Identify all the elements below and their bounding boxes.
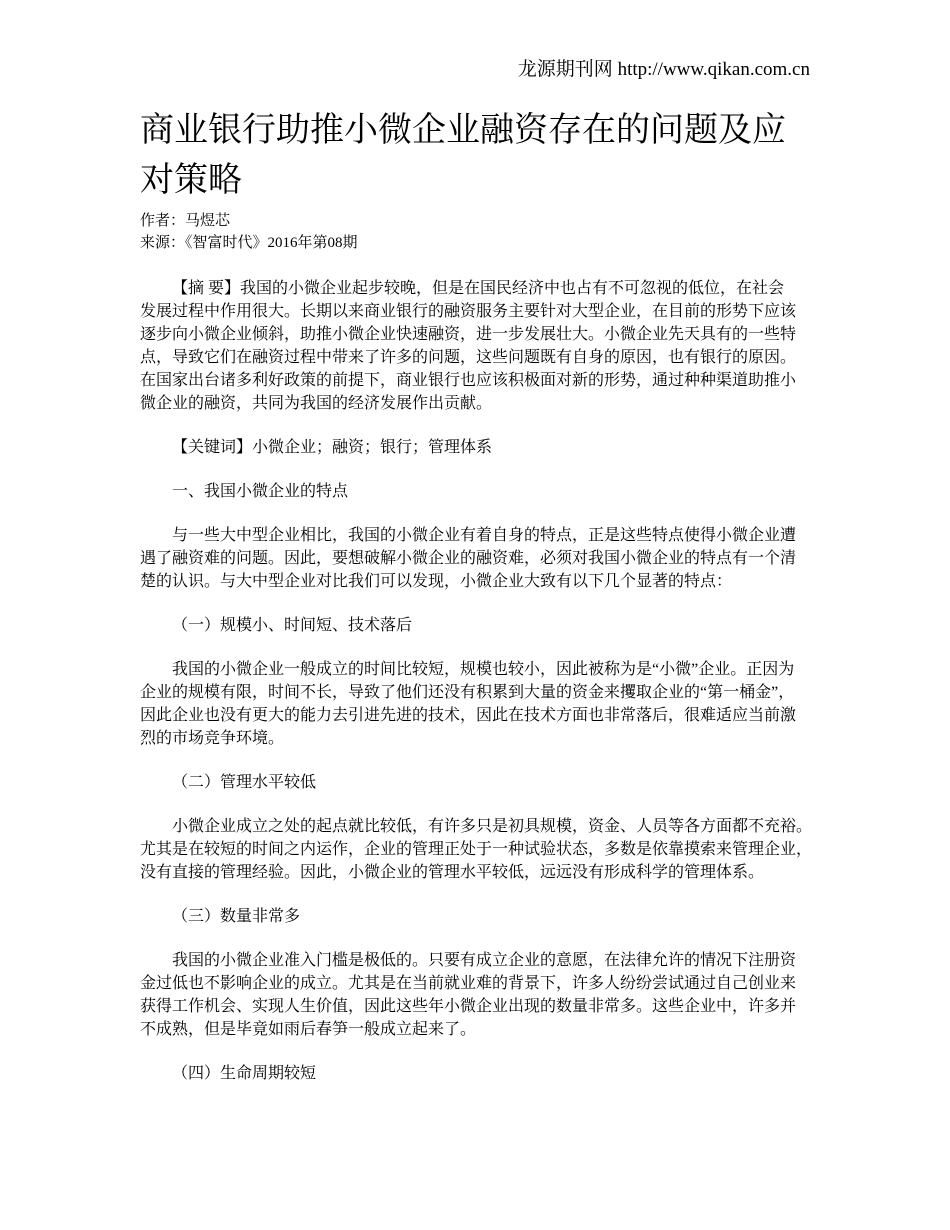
title-line: 商业银行助推小微企业融资存在的问题及应 [140, 112, 786, 149]
section-heading [140, 905, 830, 928]
text-line: 微企业的融资，共同为我国的经济发展作出贡献。 [140, 395, 493, 412]
text-line: 遇了融资难的问题。因此，要想破解小微企业的融资难，必须对我国小微企业的特点有一个清 [140, 550, 797, 567]
text-line: 企业的规模有限，时间不长，导致了他们还没有积累到大量的资金来攫取企业的“第一桶金”， [140, 684, 795, 701]
text-line: 不成熟，但是毕竟如雨后春笋一般成立起来了。 [140, 1021, 477, 1038]
text-line: 我国的小微企业一般成立的时间比较短，规模也较小，因此被称为是“小微”企业。正因为 [172, 661, 795, 678]
text-line: 烈的市场竞争环境。 [140, 730, 285, 747]
title-line: 对策略 [140, 162, 242, 199]
site-header [518, 54, 810, 81]
text-line: 与一些大中型企业相比，我国的小微企业有着自身的特点，正是这些特点使得小微企业遭 [172, 527, 797, 544]
section-heading [140, 1062, 830, 1085]
paragraph [140, 658, 830, 750]
paragraph [140, 277, 830, 415]
text-line: 小微企业成立之处的起点就比较低，有许多只是初具规模，资金、人员等各方面都不充裕。 [172, 818, 813, 835]
site-url[interactable]: http://www.qikan.com.cn [617, 59, 810, 80]
article-title [140, 106, 830, 206]
text-line: 一、我国小微企业的特点 [172, 483, 349, 500]
text-line: （二）管理水平较低 [172, 774, 317, 791]
text-line: （一）规模小、时间短、技术落后 [172, 617, 413, 634]
text-line: （四）生命周期较短 [172, 1065, 317, 1082]
text-line: 金过低也不影响企业的成立。尤其是在当前就业难的背景下，许多人纷纷尝试通过自己创业来 [140, 975, 797, 992]
text-line: 没有直接的管理经验。因此，小微企业的管理水平较低，远远没有形成科学的管理体系。 [140, 864, 765, 881]
text-line: 尤其是在较短的时间之内运作，企业的管理正处于一种试验状态，多数是依靠摸索来管理企业， [140, 841, 813, 858]
article-body [140, 277, 830, 1085]
article [140, 106, 830, 1085]
article-author: 作者：马煜芯 [140, 213, 231, 229]
section-heading [140, 614, 830, 637]
paragraph [140, 524, 830, 593]
text-line: 在国家出台诸多利好政策的前提下，商业银行也应该积极面对新的形势，通过种种渠道助推小 [140, 372, 797, 389]
text-line: 【摘 要】我国的小微企业起步较晚，但是在国民经济中也占有不可忽视的低位，在社会 [172, 280, 785, 297]
text-line: 获得工作机会、实现人生价值，因此这些年小微企业出现的数量非常多。这些企业中，许多并 [140, 998, 797, 1015]
text-line: 楚的认识。与大中型企业对比我们可以发现，小微企业大致有以下几个显著的特点： [140, 573, 733, 590]
site-name: 龙源期刊网 [517, 59, 613, 80]
article-source: 来源：《智富时代》2016年第08期 [140, 235, 358, 251]
section-heading [140, 480, 830, 503]
section-heading [140, 436, 830, 459]
text-line: 点，导致它们在融资过程中带来了许多的问题，这些问题既有自身的原因，也有银行的原因。 [140, 349, 797, 366]
text-line: 我国的小微企业准入门槛是极低的。只要有成立企业的意愿，在法律允许的情况下注册资 [172, 952, 797, 969]
section-heading [140, 771, 830, 794]
paragraph [140, 949, 830, 1041]
text-line: 逐步向小微企业倾斜，助推小微企业快速融资，进一步发展壮大。小微企业先天具有的一些特 [140, 326, 797, 343]
text-line: 因此企业也没有更大的能力去引进先进的技术，因此在技术方面也非常落后，很难适应当前激 [140, 707, 797, 724]
text-line: 发展过程中作用很大。长期以来商业银行的融资服务主要针对大型企业，在目前的形势下应该 [140, 303, 797, 320]
text-line: 【关键词】小微企业；融资；银行；管理体系 [172, 439, 493, 456]
text-line: （三）数量非常多 [172, 908, 301, 925]
paragraph [140, 815, 830, 884]
